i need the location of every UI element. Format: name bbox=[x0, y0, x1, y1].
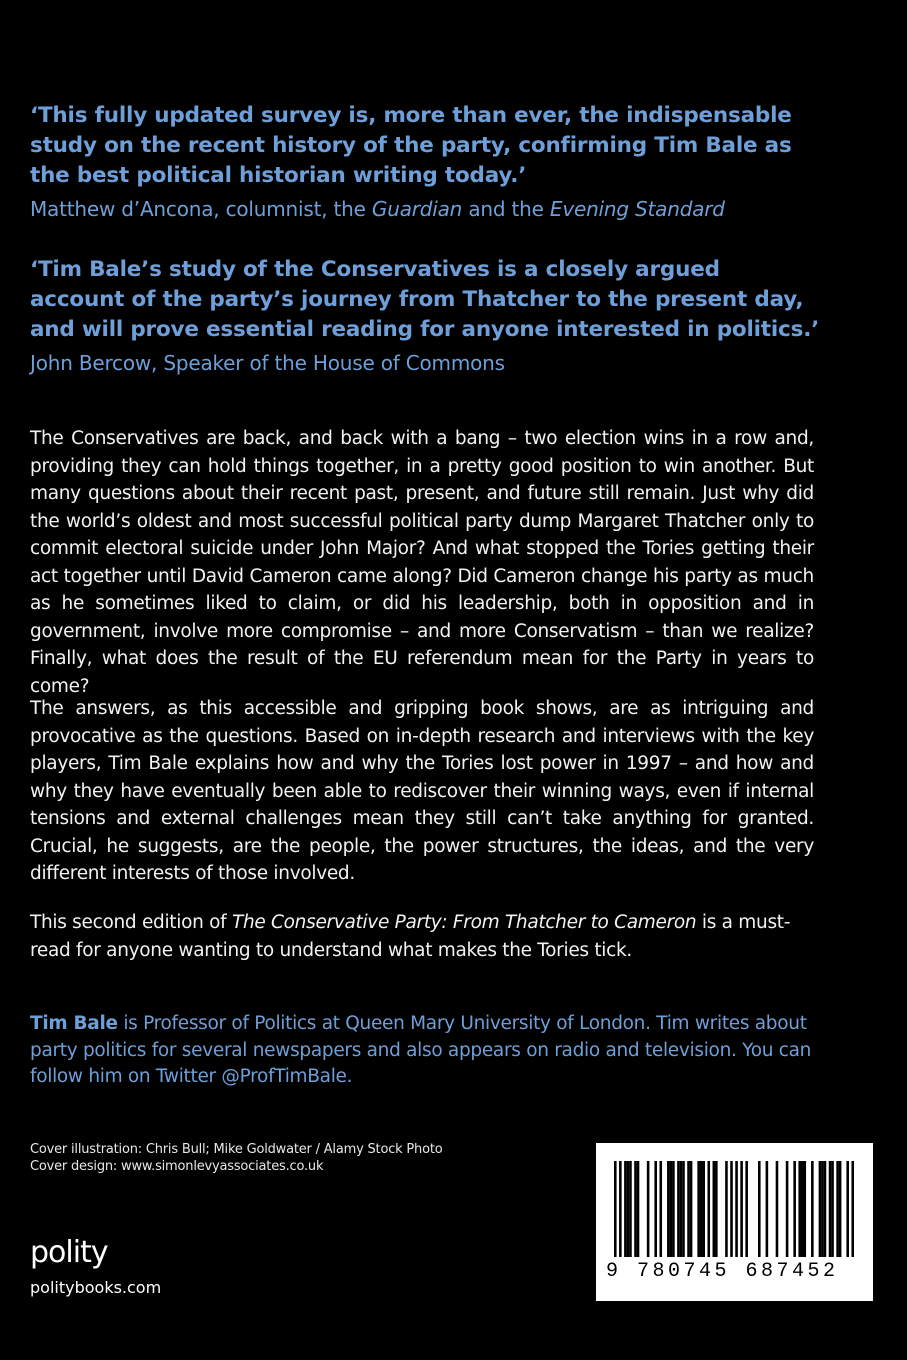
barcode-bar bbox=[851, 1161, 854, 1257]
barcode-bar bbox=[624, 1161, 627, 1257]
review-quote-1: ‘This fully updated survey is, more than ever, the indispensable study on the recent history of the party, confirming Tim Bale as the best political historian writing today.’ bbox=[30, 103, 792, 188]
barcode-bar bbox=[740, 1161, 743, 1257]
publication-name: Evening Standard bbox=[549, 197, 725, 221]
publisher-logo: polity bbox=[30, 1235, 108, 1270]
description-paragraph-2: The answers, as this accessible and gripping book shows, are as intriguing and provocative as the questions. Based on in-depth research and interviews with the key players, Tim Bale explains how and why the Tories lost power in 1997 – and how and why they have eventually been able to rediscover their winning ways, even if internal tensions and external challenges mean they still can’t take anything for granted. Crucial, he suggests, are the people, the power structures, the ideas, and the very different interests of those involved. bbox=[30, 698, 814, 884]
barcode-bar bbox=[821, 1161, 824, 1257]
paragraph-text: is a must-read for anyone wanting to understand what makes the Tories tick. bbox=[30, 912, 791, 961]
publisher-url: politybooks.com bbox=[30, 1278, 162, 1297]
isbn-digits: 9 780745 687452 bbox=[606, 1260, 839, 1283]
barcode-bar bbox=[667, 1161, 670, 1257]
barcode-bar bbox=[680, 1161, 683, 1257]
barcode-bar bbox=[713, 1161, 716, 1257]
barcode-bar bbox=[725, 1161, 728, 1257]
barcode-bar bbox=[803, 1161, 806, 1257]
description-paragraph-1: The Conservatives are back, and back with a bang – two election wins in a row and, providing they can hold things together, in a pretty good position to win another. But many questions about their recent past, present, and future still remain. Just why did the world’s oldest and most successful political party dump Margaret Thatcher only to commit electoral suicide under John Major? And what stopped the Tories getting their act together until David Cameron came along? Did Cameron change his party as much as he sometimes liked to claim, or did his leadership, both in opposition and in government, involve more compromise – and more Conservatism – than we realize? Finally, what does the result of the EU referendum mean for the Party in years to come? bbox=[30, 428, 814, 697]
barcode-bar bbox=[619, 1161, 622, 1257]
cover-credits bbox=[30, 1141, 443, 1175]
barcode-icon bbox=[614, 1161, 854, 1257]
barcode-bar bbox=[614, 1161, 617, 1257]
barcode-bar bbox=[647, 1161, 650, 1257]
publication-name: Guardian bbox=[371, 197, 463, 221]
barcode-bar bbox=[819, 1161, 822, 1257]
design-credit: Cover design: www.simonlevyassociates.co.uk bbox=[30, 1159, 324, 1174]
barcode-bar bbox=[634, 1161, 637, 1257]
barcode-bar bbox=[659, 1161, 662, 1257]
barcode-bar bbox=[766, 1161, 769, 1257]
barcode-bar bbox=[697, 1161, 700, 1257]
isbn-barcode bbox=[596, 1143, 873, 1301]
barcode-bar bbox=[715, 1161, 718, 1257]
barcode-bar bbox=[793, 1161, 796, 1257]
barcode-bar bbox=[730, 1161, 733, 1257]
barcode-bar bbox=[687, 1161, 690, 1257]
barcode-bar bbox=[745, 1161, 748, 1257]
barcode-bar bbox=[677, 1161, 680, 1257]
barcode-bar bbox=[637, 1161, 640, 1257]
barcode-bar bbox=[776, 1161, 779, 1257]
barcode-bar bbox=[654, 1161, 657, 1257]
paragraph-text: This second edition of bbox=[30, 912, 232, 933]
barcode-bar bbox=[702, 1161, 705, 1257]
barcode-bar bbox=[629, 1161, 632, 1257]
barcode-bar bbox=[735, 1161, 738, 1257]
barcode-bar bbox=[829, 1161, 832, 1257]
barcode-bar bbox=[836, 1161, 839, 1257]
barcode-bar bbox=[672, 1161, 675, 1257]
attribution-joiner: and the bbox=[462, 197, 550, 221]
barcode-bar bbox=[839, 1161, 842, 1257]
barcode-bar bbox=[682, 1161, 685, 1257]
review-attribution-1 bbox=[30, 196, 830, 222]
author-bio-text: is Professor of Politics at Queen Mary University of London. Tim writes about party politics for several newspapers and also appears on radio and television. You can follow him on Twitter @ProfTimBale. bbox=[30, 1013, 812, 1087]
barcode-bar bbox=[700, 1161, 703, 1257]
barcode-bar bbox=[801, 1161, 804, 1257]
barcode-bar bbox=[811, 1161, 814, 1257]
author-name: Tim Bale bbox=[30, 1013, 118, 1034]
barcode-bar bbox=[758, 1161, 761, 1257]
barcode-bar bbox=[786, 1161, 789, 1257]
barcode-bar bbox=[798, 1161, 801, 1257]
attribution-name: Matthew d’Ancona, columnist, the bbox=[30, 197, 372, 221]
barcode-bar bbox=[670, 1161, 673, 1257]
barcode-bar bbox=[824, 1161, 827, 1257]
book-title: The Conservative Party: From Thatcher to Cameron bbox=[231, 912, 697, 933]
illustration-credit: Cover illustration: Chris Bull; Mike Goldwater / Alamy Stock Photo bbox=[30, 1142, 443, 1157]
author-bio bbox=[30, 1011, 820, 1091]
barcode-bar bbox=[690, 1161, 693, 1257]
barcode-bar bbox=[846, 1161, 849, 1257]
barcode-bar bbox=[707, 1161, 710, 1257]
review-quote-2: ‘Tim Bale’s study of the Conservatives is a closely argued account of the party’s journey from Thatcher to the present day, and will prove essential reading for anyone interested in politics.’ bbox=[30, 257, 820, 342]
barcode-bar bbox=[627, 1161, 630, 1257]
description-paragraph-3 bbox=[30, 909, 814, 964]
review-attribution-2: John Bercow, Speaker of the House of Commons bbox=[30, 351, 505, 375]
barcode-bar bbox=[831, 1161, 834, 1257]
